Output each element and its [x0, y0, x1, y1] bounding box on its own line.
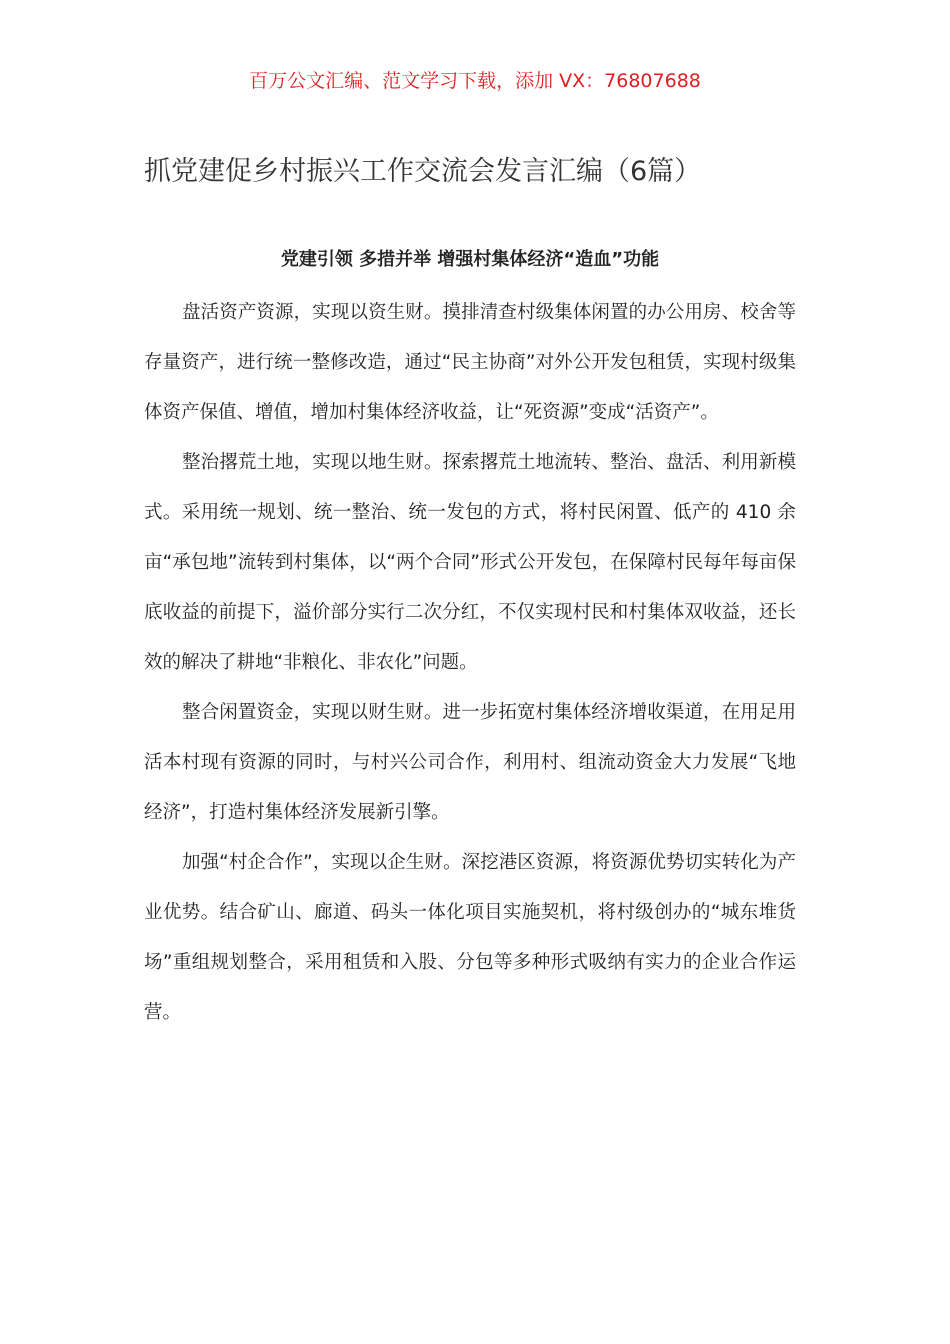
document-title: 抓党建促乡村振兴工作交流会发言汇编（6篇） [144, 156, 702, 187]
body-text [144, 288, 796, 1038]
section-heading: 党建引领 多措并举 增强村集体经济“造血”功能 [280, 249, 660, 270]
paragraph: 整治撂荒土地，实现以地生财。探索撂荒土地流转、整治、盘活、利用新模式。采用统一规划、统一整治、统一发包的方式，将村民闲置、低产的 410 余亩“承包地”流转到村集体，以“两个合同”形式公开发包，在保障村民每年每亩保底收益的前提下，溢价部分实行二次分红，不仅实现村民和村集体双收益，还长效的解决了耕地“非粮化、非农化”问题。 [144, 452, 796, 673]
paragraph: 整合闲置资金，实现以财生财。进一步拓宽村集体经济增收渠道，在用足用活本村现有资源的同时，与村兴公司合作，利用村、组流动资金大力发展“飞地经济”，打造村集体经济发展新引擎。 [144, 702, 796, 823]
paragraph: 盘活资产资源，实现以资生财。摸排清查村级集体闲置的办公用房、校舍等存量资产，进行统一整修改造，通过“民主协商”对外公开发包租赁，实现村级集体资产保值、增值，增加村集体经济收益，让“死资源”变成“活资产”。 [144, 302, 796, 423]
paragraph: 加强“村企合作”，实现以企生财。深挖港区资源，将资源优势切实转化为产业优势。结合矿山、廊道、码头一体化项目实施契机，将村级创办的“城东堆货场”重组规划整合，采用租赁和入股、分包等多种形式吸纳有实力的企业合作运营。 [144, 852, 796, 1023]
promo-banner: 百万公文汇编、范文学习下载，添加 VX：76807688 [249, 70, 701, 92]
